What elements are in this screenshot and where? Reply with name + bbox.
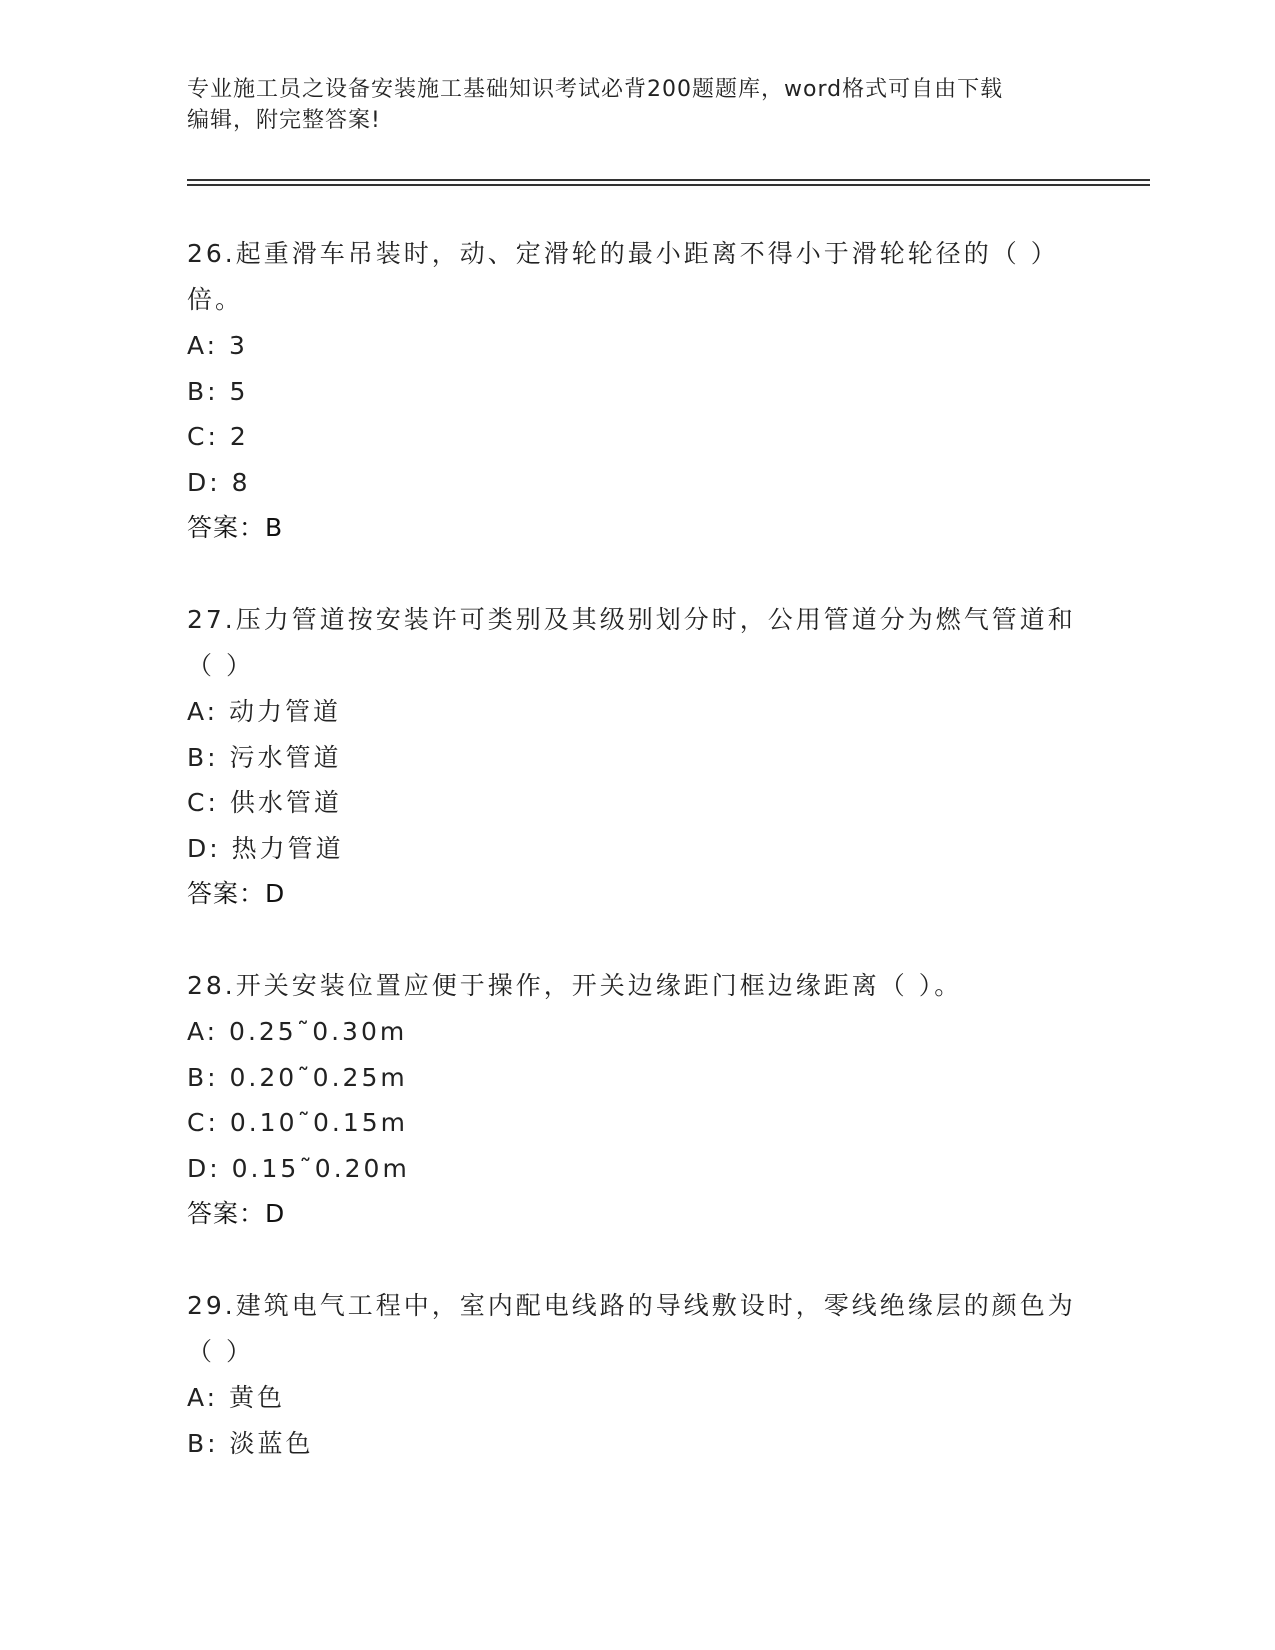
option-d: D: 8 (187, 467, 251, 497)
option-a: A: 0.25˜0.30m (187, 1017, 408, 1046)
question-stem: 29.建筑电气工程中，室内配电线路的导线敷设时，零线绝缘层的颜色为（ ） (187, 1291, 1076, 1366)
option-b: B: 淡蓝色 (187, 1428, 314, 1458)
question-28 (187, 963, 1107, 1237)
question-stem: 27.压力管道按安装许可类别及其级别划分时，公用管道分为燃气管道和（ ） (187, 605, 1076, 680)
option-c: C: 0.10˜0.15m (187, 1108, 409, 1137)
question-27 (187, 597, 1107, 917)
question-list (187, 231, 1107, 1466)
option-a: A: 黄色 (187, 1383, 286, 1412)
header-line-2: 编辑，附完整答案! (187, 108, 381, 133)
option-b: B: 5 (187, 376, 249, 406)
question-stem: 28.开关安装位置应便于操作，开关边缘距门框边缘距离（ ）。 (187, 971, 963, 1000)
option-b: B: 0.20˜0.25m (187, 1062, 408, 1092)
option-d: D: 热力管道 (187, 833, 344, 863)
option-d: D: 0.15˜0.20m (187, 1153, 410, 1183)
answer-line: 答案：D (187, 879, 286, 908)
header-divider-top (187, 179, 1150, 181)
question-26 (187, 231, 1107, 551)
option-c: C: 2 (187, 422, 249, 451)
question-stem: 26.起重滑车吊装时，动、定滑轮的最小距离不得小于滑轮轮径的（ ）倍。 (187, 239, 1059, 314)
document-header (187, 74, 1067, 136)
header-divider-bottom (187, 184, 1150, 186)
option-a: A: 动力管道 (187, 697, 342, 726)
option-c: C: 供水管道 (187, 788, 342, 817)
header-line-1: 专业施工员之设备安装施工基础知识考试必背200题题库，word格式可自由下载 (187, 77, 1004, 102)
answer-line: 答案：D (187, 1199, 286, 1228)
question-29 (187, 1283, 1107, 1466)
option-b: B: 污水管道 (187, 742, 342, 772)
option-a: A: 3 (187, 331, 248, 360)
answer-line: 答案：B (187, 513, 284, 542)
